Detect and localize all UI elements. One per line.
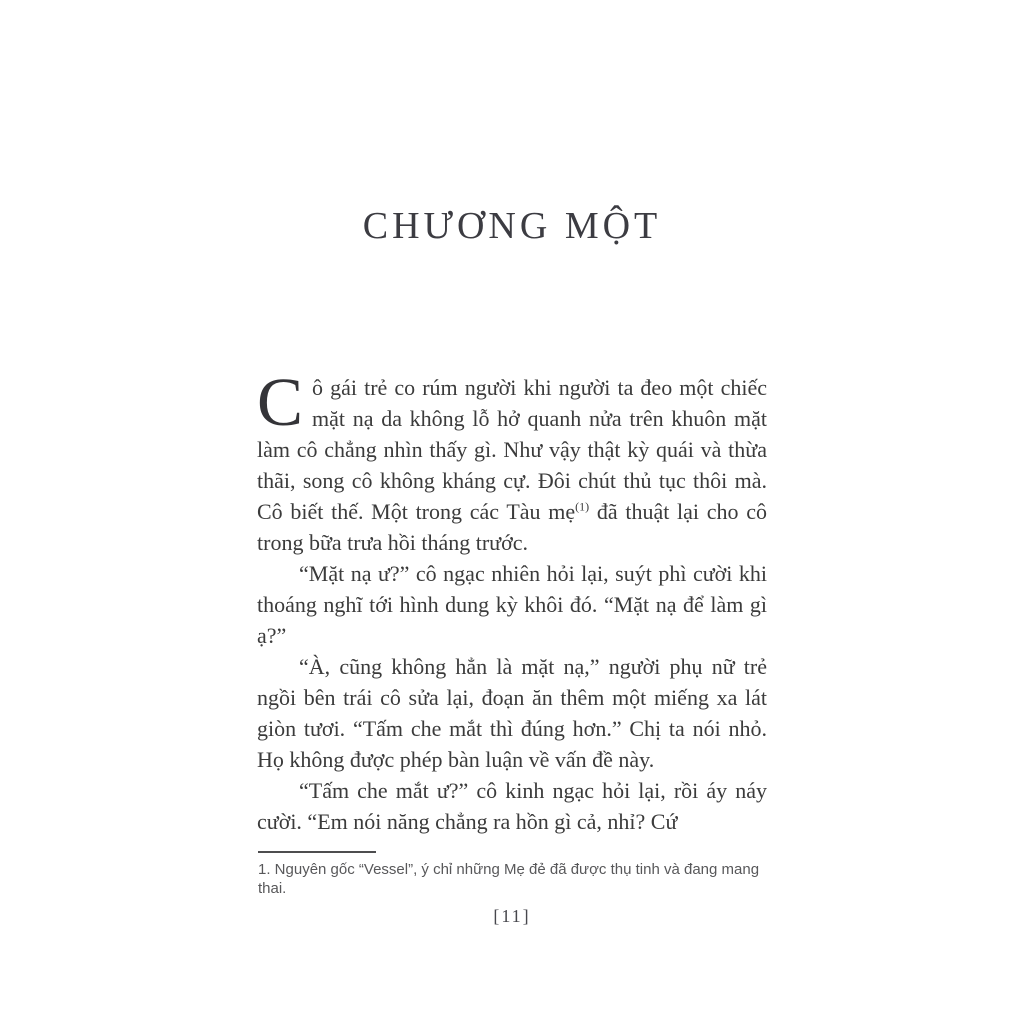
page-number: [11]	[493, 906, 531, 926]
chapter-title: CHƯƠNG MỘT	[362, 205, 662, 247]
footnote-text: 1. Nguyên gốc “Vessel”, ý chỉ những Mẹ đẻ đã được thụ tinh và đang mang thai.	[258, 861, 760, 897]
paragraph-3: “À, cũng không hẳn là mặt nạ,” người phụ nữ trẻ ngồi bên trái cô sửa lại, đoạn ăn thêm một miếng xa lát giòn tươi. “Tấm che mắt thì đúng hơn.” Chị ta nói nhỏ. Họ không được phép bàn luận về vấn đề này.	[257, 654, 767, 772]
paragraph-4: “Tấm che mắt ư?” cô kinh ngạc hỏi lại, rồi áy náy cười. “Em nói năng chẳng ra hồn gì cả, nhỉ? Cứ	[257, 778, 767, 834]
paragraph-1-text-after-ref: đã thuật lại cho cô trong bữa trưa hồi tháng trước.	[257, 499, 767, 555]
paragraph-2: “Mặt nạ ư?” cô ngạc nhiên hỏi lại, suýt phì cười khi thoáng nghĩ tới hình dung kỳ khôi đó. “Mặt nạ để làm gì ạ?”	[257, 561, 767, 648]
body-text-block	[257, 364, 767, 837]
footnote-area	[258, 851, 768, 898]
paragraph-1-text-before-ref: ô gái trẻ co rúm người khi người ta đeo một chiếc mặt nạ da không lỗ hở quanh nửa trên khuôn mặt làm cô chẳng nhìn thấy gì. Như vậy thật kỳ quái và thừa thãi, song cô không kháng cự. Đôi chút thủ tục thôi mà. Cô biết thế. Một trong các Tàu mẹ	[257, 375, 767, 524]
footnote-reference-marker: (1)	[575, 499, 590, 514]
drop-cap: C	[257, 364, 304, 440]
paragraph-1	[257, 364, 767, 558]
footnote-divider	[258, 851, 376, 853]
